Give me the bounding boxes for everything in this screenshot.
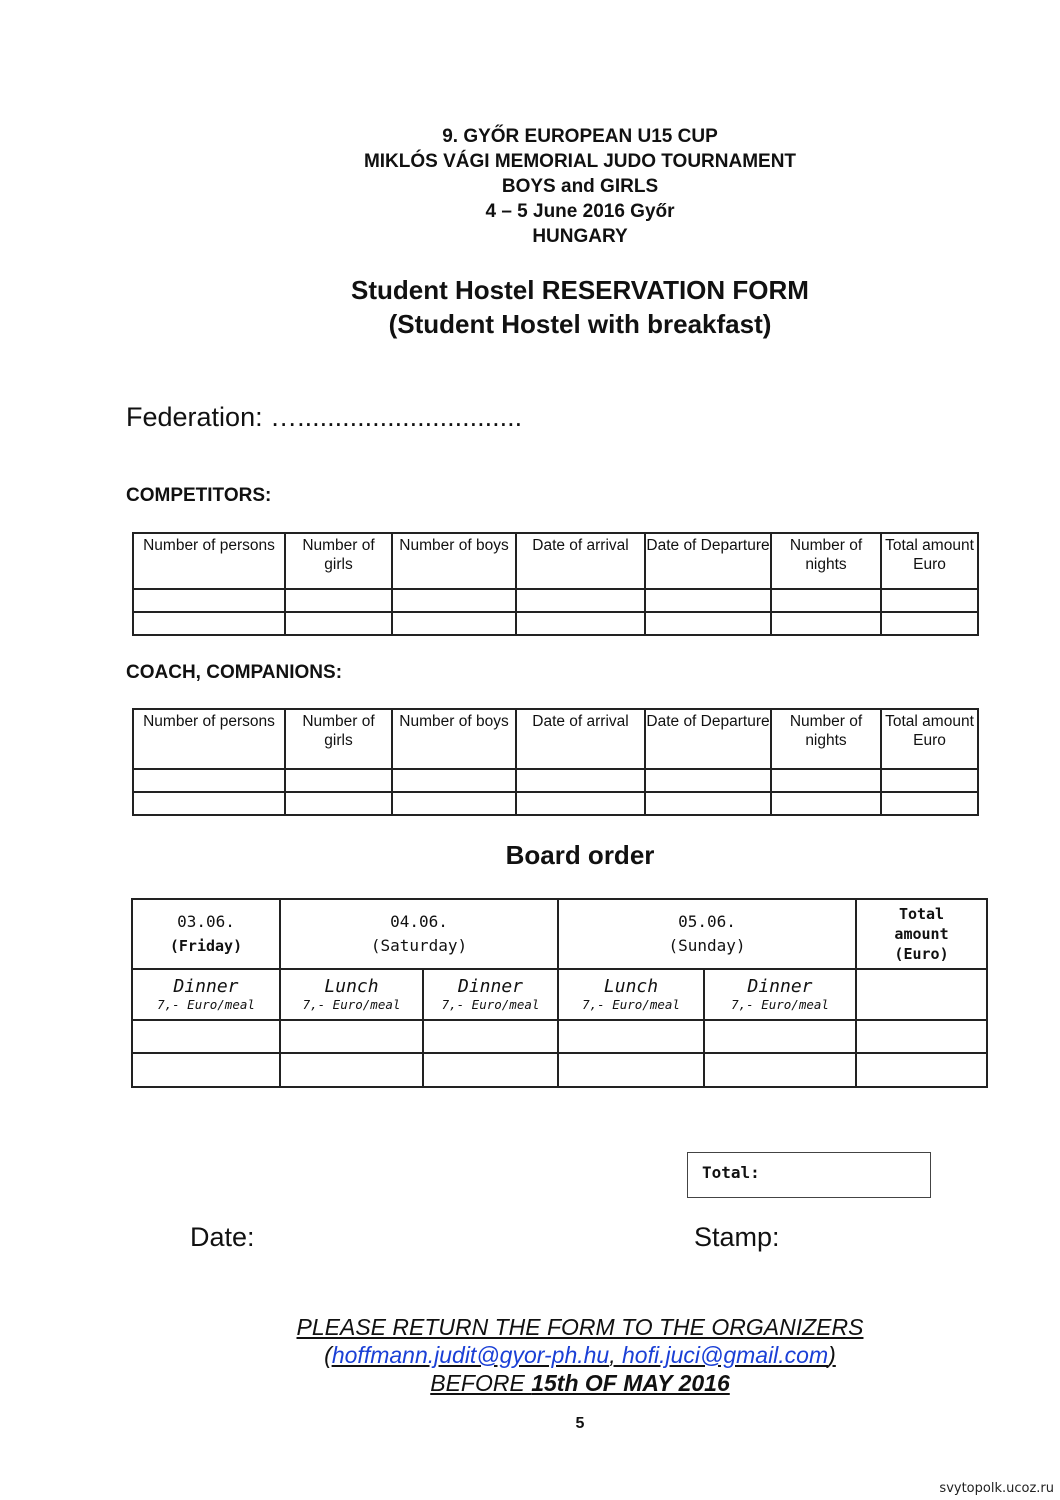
col-header: Number of nights <box>771 709 881 769</box>
board-meals-row <box>132 969 987 1020</box>
table-row <box>133 769 978 792</box>
entry-cell[interactable] <box>856 1053 987 1087</box>
col-header: Number of persons <box>133 709 285 769</box>
entry-cell[interactable] <box>133 792 285 815</box>
board-days-row <box>132 899 987 969</box>
entry-cell[interactable] <box>645 769 771 792</box>
total-box[interactable]: Total: <box>687 1152 931 1198</box>
entry-cell[interactable] <box>423 1020 558 1053</box>
header-line-5: HUNGARY <box>532 226 628 247</box>
day-friday: 03.06. (Friday) <box>132 899 280 969</box>
col-header: Date of Departure <box>645 533 771 589</box>
email-link-1[interactable]: hoffmann.judit@gyor-ph.hu <box>331 1342 610 1368</box>
return-instructions <box>230 1313 930 1397</box>
return-line: PLEASE RETURN THE FORM TO THE ORGANIZERS <box>296 1314 864 1340</box>
form-title-line-2: (Student Hostel with breakfast) <box>388 309 772 339</box>
competitors-table <box>132 532 979 636</box>
total-amount-header: Total amount (Euro) <box>856 899 987 969</box>
col-header: Date of arrival <box>516 533 645 589</box>
entry-cell[interactable] <box>285 769 392 792</box>
entry-cell[interactable] <box>881 589 978 612</box>
entry-cell[interactable] <box>516 769 645 792</box>
entry-cell[interactable] <box>516 792 645 815</box>
coach-label: COACH, COMPANIONS: <box>126 662 343 683</box>
col-header: Total amount Euro <box>881 709 978 769</box>
entry-cell[interactable] <box>771 612 881 635</box>
col-header: Number of girls <box>285 709 392 769</box>
meal-cell: Dinner 7,- Euro/meal <box>423 969 558 1020</box>
entry-cell[interactable] <box>645 589 771 612</box>
table-row <box>133 792 978 815</box>
federation-field[interactable]: Federation: ….............................. <box>126 402 523 432</box>
entry-cell[interactable] <box>285 589 392 612</box>
entry-cell[interactable] <box>771 792 881 815</box>
meal-cell: Dinner 7,- Euro/meal <box>704 969 856 1020</box>
board-order-table <box>131 898 988 1088</box>
col-header: Date of Departure <box>645 709 771 769</box>
day-saturday: 04.06. (Saturday) <box>280 899 558 969</box>
meal-cell: Lunch 7,- Euro/meal <box>558 969 704 1020</box>
col-header: Date of arrival <box>516 709 645 769</box>
table-row <box>133 589 978 612</box>
entry-cell[interactable] <box>392 589 516 612</box>
table-row <box>132 1053 987 1087</box>
entry-cell[interactable] <box>704 1020 856 1053</box>
col-header: Total amount Euro <box>881 533 978 589</box>
header-line-2: MIKLÓS VÁGI MEMORIAL JUDO TOURNAMENT <box>363 151 797 172</box>
header-line-4: 4 – 5 June 2016 Győr <box>485 201 675 222</box>
day-sunday: 05.06. (Sunday) <box>558 899 856 969</box>
entry-cell[interactable] <box>704 1053 856 1087</box>
entry-cell[interactable] <box>423 1053 558 1087</box>
date-label: Date: <box>190 1222 255 1252</box>
total-cell[interactable] <box>856 969 987 1020</box>
entry-cell[interactable] <box>285 612 392 635</box>
entry-cell[interactable] <box>771 769 881 792</box>
form-title <box>230 273 930 341</box>
table-row <box>133 612 978 635</box>
table-row <box>132 1020 987 1053</box>
entry-cell[interactable] <box>881 792 978 815</box>
entry-cell[interactable] <box>133 589 285 612</box>
event-header <box>280 124 880 249</box>
competitors-header-row <box>133 533 978 589</box>
watermark: svytopolk.ucoz.ru <box>939 1481 1054 1496</box>
meal-cell: Lunch 7,- Euro/meal <box>280 969 423 1020</box>
entry-cell[interactable] <box>558 1053 704 1087</box>
entry-cell[interactable] <box>881 769 978 792</box>
competitors-label: COMPETITORS: <box>126 485 272 506</box>
form-title-line-1: Student Hostel RESERVATION FORM <box>351 275 809 305</box>
entry-cell[interactable] <box>280 1053 423 1087</box>
entry-cell[interactable] <box>645 792 771 815</box>
stamp-label: Stamp: <box>694 1222 780 1252</box>
entry-cell[interactable] <box>285 792 392 815</box>
email-link-2[interactable]: hofi.juci@gmail.com <box>622 1342 829 1368</box>
entry-cell[interactable] <box>516 589 645 612</box>
col-header: Number of persons <box>133 533 285 589</box>
entry-cell[interactable] <box>645 612 771 635</box>
entry-cell[interactable] <box>856 1020 987 1053</box>
page-number: 5 <box>575 1415 585 1432</box>
header-line-1: 9. GYŐR EUROPEAN U15 CUP <box>442 126 718 147</box>
col-header: Number of boys <box>392 709 516 769</box>
entry-cell[interactable] <box>132 1053 280 1087</box>
header-line-3: BOYS and GIRLS <box>501 176 659 197</box>
deadline-line: BEFORE 15th OF MAY 2016 <box>430 1370 730 1396</box>
deadline-date: 15th OF MAY 2016 <box>531 1370 730 1396</box>
entry-cell[interactable] <box>132 1020 280 1053</box>
col-header: Number of nights <box>771 533 881 589</box>
entry-cell[interactable] <box>133 612 285 635</box>
entry-cell[interactable] <box>771 589 881 612</box>
coach-header-row <box>133 709 978 769</box>
entry-cell[interactable] <box>558 1020 704 1053</box>
entry-cell[interactable] <box>392 769 516 792</box>
entry-cell[interactable] <box>280 1020 423 1053</box>
email-line: (hoffmann.judit@gyor-ph.hu, hofi.juci@gmail.com) <box>324 1342 836 1368</box>
entry-cell[interactable] <box>392 612 516 635</box>
entry-cell[interactable] <box>392 792 516 815</box>
board-order-title: Board order <box>505 840 655 870</box>
col-header: Number of boys <box>392 533 516 589</box>
entry-cell[interactable] <box>881 612 978 635</box>
meal-cell: Dinner 7,- Euro/meal <box>132 969 280 1020</box>
coach-table <box>132 708 979 816</box>
col-header: Number of girls <box>285 533 392 589</box>
entry-cell[interactable] <box>133 769 285 792</box>
entry-cell[interactable] <box>516 612 645 635</box>
